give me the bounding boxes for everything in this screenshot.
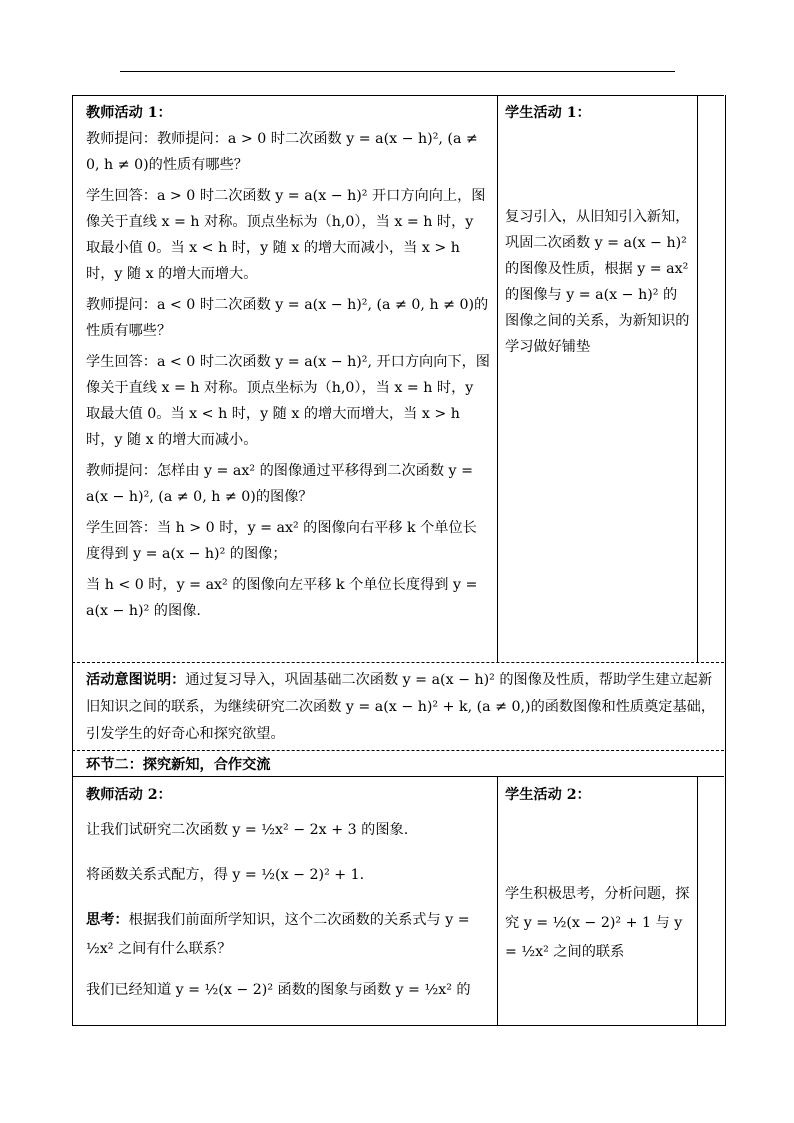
student-answer-4: 当 h < 0 时，y = ax² 的图像向左平移 k 个单位长度得到 y = a(x − h)² 的图像. (86, 577, 478, 619)
intent-bottom-border (72, 750, 724, 751)
header-rule (120, 71, 675, 72)
activity-intent-cell (86, 667, 716, 748)
student-activity-1-cell (505, 100, 690, 360)
teacher-activity-2-heading: 教师活动 2： (86, 787, 172, 803)
student-answer-3: 学生回答：当 h > 0 时，y = ax² 的图像向右平移 k 个单位长度得到 y = a(x − h)² 的图像； (86, 520, 477, 562)
table-top-border (72, 95, 724, 96)
student-activity-2-cell (505, 781, 690, 967)
teacher-question-2: 教师提问：a < 0 时二次函数 y = a(x − h)², (a ≠ 0, h ≠ 0)的性质有哪些？ (86, 297, 489, 339)
row1-bottom-border (72, 662, 724, 663)
teacher-activity-1-heading: 教师活动 1： (86, 105, 172, 121)
student-activity-1-heading: 学生活动 1： (505, 105, 591, 121)
row1-column-divider (497, 95, 498, 662)
section-2-bottom-border (72, 776, 724, 777)
activity-intent-label: 活动意图说明： (86, 672, 186, 688)
teacher-activity-2-cell (86, 781, 490, 1005)
row2-column-divider (497, 776, 498, 1025)
teacher-activity-2-p2: 将函数关系式配方，得 y = ½(x − 2)² + 1. (86, 867, 365, 883)
section-2-title: 环节二：探究新知，合作交流 (86, 757, 271, 773)
student-activity-2-heading: 学生活动 2： (505, 787, 591, 803)
teacher-activity-1-cell (86, 100, 490, 629)
student-answer-2: 学生回答：a < 0 时二次函数 y = a(x − h)², 开口方向向下，图像关于直线 x = h 对称。顶点坐标为（h,0），当 x = h 时，y 取最大值 0。当 x < h 时，y 随 x 的增大而增大，当 x > h 时，y 随 x 的增大而减小。 (86, 354, 490, 448)
teacher-activity-2-p4: 我们已经知道 y = ½(x − 2)² 函数的图象与函数 y = ½x² 的 (86, 982, 471, 998)
activity-intent-text: 通过复习导入，巩固基础二次函数 y = a(x − h)² 的图像及性质，帮助学生建立起新旧知识之间的联系，为继续研究二次函数 y = a(x − h)² + k, (a ≠ 0,)的函数图像和性质奠定基础，引发学生的好奇心和探究欲望。 (86, 672, 716, 742)
teacher-question-1: 教师提问：教师提问：a > 0 时二次函数 y = a(x − h)², (a ≠ 0, h ≠ 0)的性质有哪些？ (86, 131, 478, 173)
student-activity-2-text: 学生积极思考，分析问题，探究 y = ½(x − 2)² + 1 与 y = ½x² 之间的联系 (505, 886, 690, 960)
student-activity-1-text: 复习引入，从旧知引入新知，巩固二次函数 y = a(x − h)² 的图像及性质，根据 y = ax² 的图像与 y = a(x − h)² 的图像之间的关系，为新知识的学习做好铺垫 (505, 209, 690, 355)
teacher-activity-2-p1: 让我们试研究二次函数 y = ½x² − 2x + 3 的图象. (86, 822, 409, 838)
teacher-activity-2-p3: 根据我们前面所学知识，这个二次函数的关系式与 y = ½x² 之间有什么联系？ (86, 912, 470, 957)
teacher-question-3: 教师提问：怎样由 y = ax² 的图像通过平移得到二次函数 y = a(x − h)², (a ≠ 0, h ≠ 0)的图像？ (86, 463, 473, 505)
student-answer-1: 学生回答：a > 0 时二次函数 y = a(x − h)² 开口方向向上，图像关于直线 x = h 对称。顶点坐标为（h,0），当 x = h 时，y 取最小值 0。当 x < h 时，y 随 x 的增大而减小，当 x > h 时，y 随 x 的增大而增大。 (86, 188, 486, 282)
row1-right-margin-line (697, 95, 698, 662)
row2-right-margin-line (697, 776, 698, 1025)
think-label: 思考： (86, 912, 129, 928)
